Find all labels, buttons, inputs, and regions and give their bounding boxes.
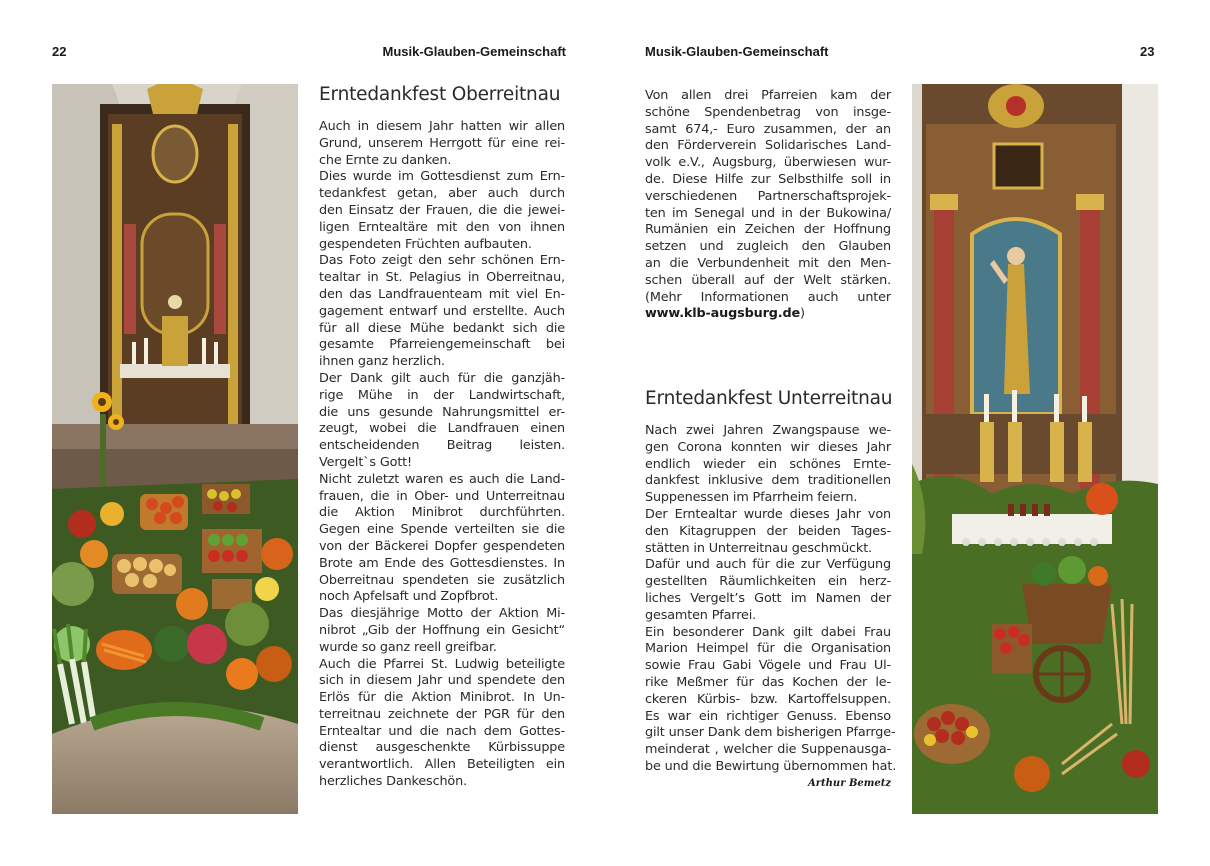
text-line: wurde so ganz reell greifbar.: [319, 639, 497, 655]
text-line: den Förderverein Solidarisches Land-: [645, 138, 891, 154]
text-line: be und die Bewirtung übernommen hat.: [645, 758, 897, 774]
text-line: herzliches Dankeschön.: [319, 774, 467, 790]
text-line: gagement entwarf und erstellte. Auch: [319, 303, 565, 319]
text-line: Gegen eine Spende verteilten sie die: [319, 522, 565, 538]
text-line: dienst ausgeschenkte Kürbissuppe: [319, 740, 565, 756]
article-oberreitnau: [319, 84, 565, 791]
text-line: schöne Spendenbetrag von insge-: [645, 104, 891, 120]
text-line: Der Dank gilt auch für die ganzjäh-: [319, 370, 565, 386]
text-line: verschiedenen Partnerschaftsprojek-: [645, 188, 891, 204]
photo-harvest-altar-unterreitnau: [912, 84, 1158, 814]
text-line: Rumänien ein Zeichen der Hoffnung: [645, 222, 891, 238]
text-line: Nach zwei Jahren Zwangspause we-: [645, 423, 891, 438]
photo-harvest-altar-oberreitnau: [52, 84, 298, 814]
text-line: für all diese Mühe bedankt sich die: [319, 320, 565, 336]
text-line: Oberreitnau spendeten sie zusätzlich: [319, 572, 565, 588]
text-line: ckeren Kürbis- bzw. Kartoffelsuppen.: [645, 691, 891, 707]
text-line: den das Landfrauenteam mit viel En-: [319, 286, 565, 302]
text-line: Auch die Pfarrei St. Ludwig beteiligte: [319, 656, 565, 672]
text-line: stätten in Unterreitnau geschmückt.: [645, 540, 872, 556]
text-line: die Aktion Minibrot durchführten.: [319, 505, 565, 521]
text-line: Grund, unserem Herrgott für eine rei-: [319, 135, 565, 151]
text-line: gestellten Räumlichkeiten ein herz-: [645, 574, 891, 590]
text-line: sowie Frau Gabi Vögele und Frau Ul-: [645, 658, 891, 674]
text-line: Der Erntealtar wurde dieses Jahr von: [645, 506, 891, 522]
text-line: che Ernte zu danken.: [319, 152, 452, 168]
text-line: entscheidenden Beitrag leisten.: [319, 438, 565, 454]
text-line: volk e.V., Augsburg, überwiesen wur-: [645, 155, 891, 171]
text-line: Vergelt`s Gott!: [319, 454, 413, 470]
text-line: meinderat , welcher die Suppenausga-: [645, 742, 891, 758]
text-line: gesamte Pfarreiengemeinschaft bei: [319, 337, 565, 353]
text-line: den Einsatz der Frauen, die die jewei-: [319, 202, 565, 218]
text-line: nibrot „Gib der Hoffnung ein Gesicht“: [319, 622, 565, 638]
text-line: rige Mühe in der Landwirtschaft,: [319, 387, 565, 403]
text-line: liches Vergelt’s Gott im Namen der: [645, 590, 891, 606]
article-continuation: [645, 88, 891, 323]
text-line: Erlös für die Aktion Minibrot. In Un-: [319, 690, 565, 706]
text-line: frauen, die in Ober- und Unterreitnau: [319, 488, 565, 504]
text-line: Es war ein richtiger Genuss. Ebenso: [645, 708, 891, 724]
text-line: an die Verbundenheit mit den Men-: [645, 255, 891, 271]
author-signature: Arthur Bemetz: [808, 777, 891, 789]
text-line: gespendeten Früchten aufbauten.: [319, 236, 532, 252]
text-line: gilt unser Dank dem bisherigen Pfarrge-: [645, 725, 896, 741]
text-line: de. Diese Hilfe zur Selbsthilfe soll in: [645, 171, 891, 187]
page-number-left: 22: [52, 44, 67, 59]
text-line: setzen und zugleich den Glauben: [645, 239, 891, 255]
text-line: noch Apfelsaft und Zopfbrot.: [319, 589, 499, 605]
text-line: den Kitagruppen der beiden Tages-: [645, 523, 891, 539]
text-line: die uns gesunde Nahrungsmittel er-: [319, 404, 565, 420]
klb-url-link[interactable]: www.klb-augsburg.de: [645, 306, 800, 322]
text-line: Erntealtar und die nach dem Gottes-: [319, 723, 565, 739]
article-unterreitnau: [645, 388, 897, 789]
article-body-unterreitnau: [645, 423, 897, 776]
running-header-left: Musik-Glauben-Gemeinschaft: [382, 44, 566, 59]
text-line: verantwortlich. Allen Beteiligten ein: [319, 757, 565, 773]
text-line: zeugt, wobei die Landfrauen einen: [319, 421, 565, 437]
text-line: ihnen ganz herzlich.: [319, 354, 445, 370]
article-title-oberreitnau: Erntedankfest Oberreitnau: [319, 84, 561, 105]
text-line: gen Corona konnten wir dieses Jahr: [645, 439, 891, 455]
article-body-oberreitnau: [319, 119, 565, 791]
url-closing-paren: ): [800, 306, 805, 322]
text-line: Suppenessen im Pfarrheim feiern.: [645, 490, 858, 506]
text-line: Auch in diesem Jahr hatten wir allen: [319, 119, 565, 134]
continuation-body: [645, 88, 891, 306]
text-line: gesamten Pfarrei.: [645, 607, 757, 623]
text-line: Dies wurde im Gottesdienst zum Ern-: [319, 169, 565, 185]
text-line: Das diesjährige Motto der Aktion Mi-: [319, 606, 565, 622]
running-header-right: Musik-Glauben-Gemeinschaft: [645, 44, 829, 59]
article-title-unterreitnau: Erntedankfest Unterreitnau: [645, 388, 893, 409]
text-line: ten im Senegal und in der Bukowina/: [645, 205, 891, 221]
text-line: tedankfest getan, aber auch durch: [319, 186, 565, 202]
text-line: von der Bäckerei Dopfer gespendeten: [319, 538, 565, 554]
text-line: (Mehr Informationen auch unter: [645, 289, 891, 305]
text-line: Brote am Ende des Gottesdienstes. In: [319, 555, 565, 571]
text-line: tealtar in St. Pelagius in Oberreitnau,: [319, 270, 565, 286]
text-line: Ein besonderer Dank gilt dabei Frau: [645, 624, 891, 640]
text-line: Das Foto zeigt den sehr schönen Ern-: [319, 253, 565, 269]
text-line: Marion Heimpel für die Organisation: [645, 641, 891, 657]
text-line: Dafür und auch für die zur Verfügung: [645, 557, 891, 573]
text-line: terreitnau zeichnete der PGR für den: [319, 706, 565, 722]
text-line: schen überall auf der Welt stärken.: [645, 272, 891, 288]
text-line: dankfest inklusive dem traditionellen: [645, 473, 891, 489]
text-line: sich in diesem Jahr und spendete den: [319, 673, 565, 689]
page-number-right: 23: [1140, 44, 1155, 59]
text-line: rike Meßmer für das Kochen der le-: [645, 674, 891, 690]
text-line: samt 674,- Euro zusammen, der an: [645, 121, 891, 137]
text-line: Nicht zuletzt waren es auch die Land-: [319, 471, 565, 487]
text-line: endlich wieder ein schönes Ernte-: [645, 456, 891, 472]
text-line: Von allen drei Pfarreien kam der: [645, 88, 891, 103]
text-line: ligen Erntealtäre mit den von ihnen: [319, 219, 565, 235]
